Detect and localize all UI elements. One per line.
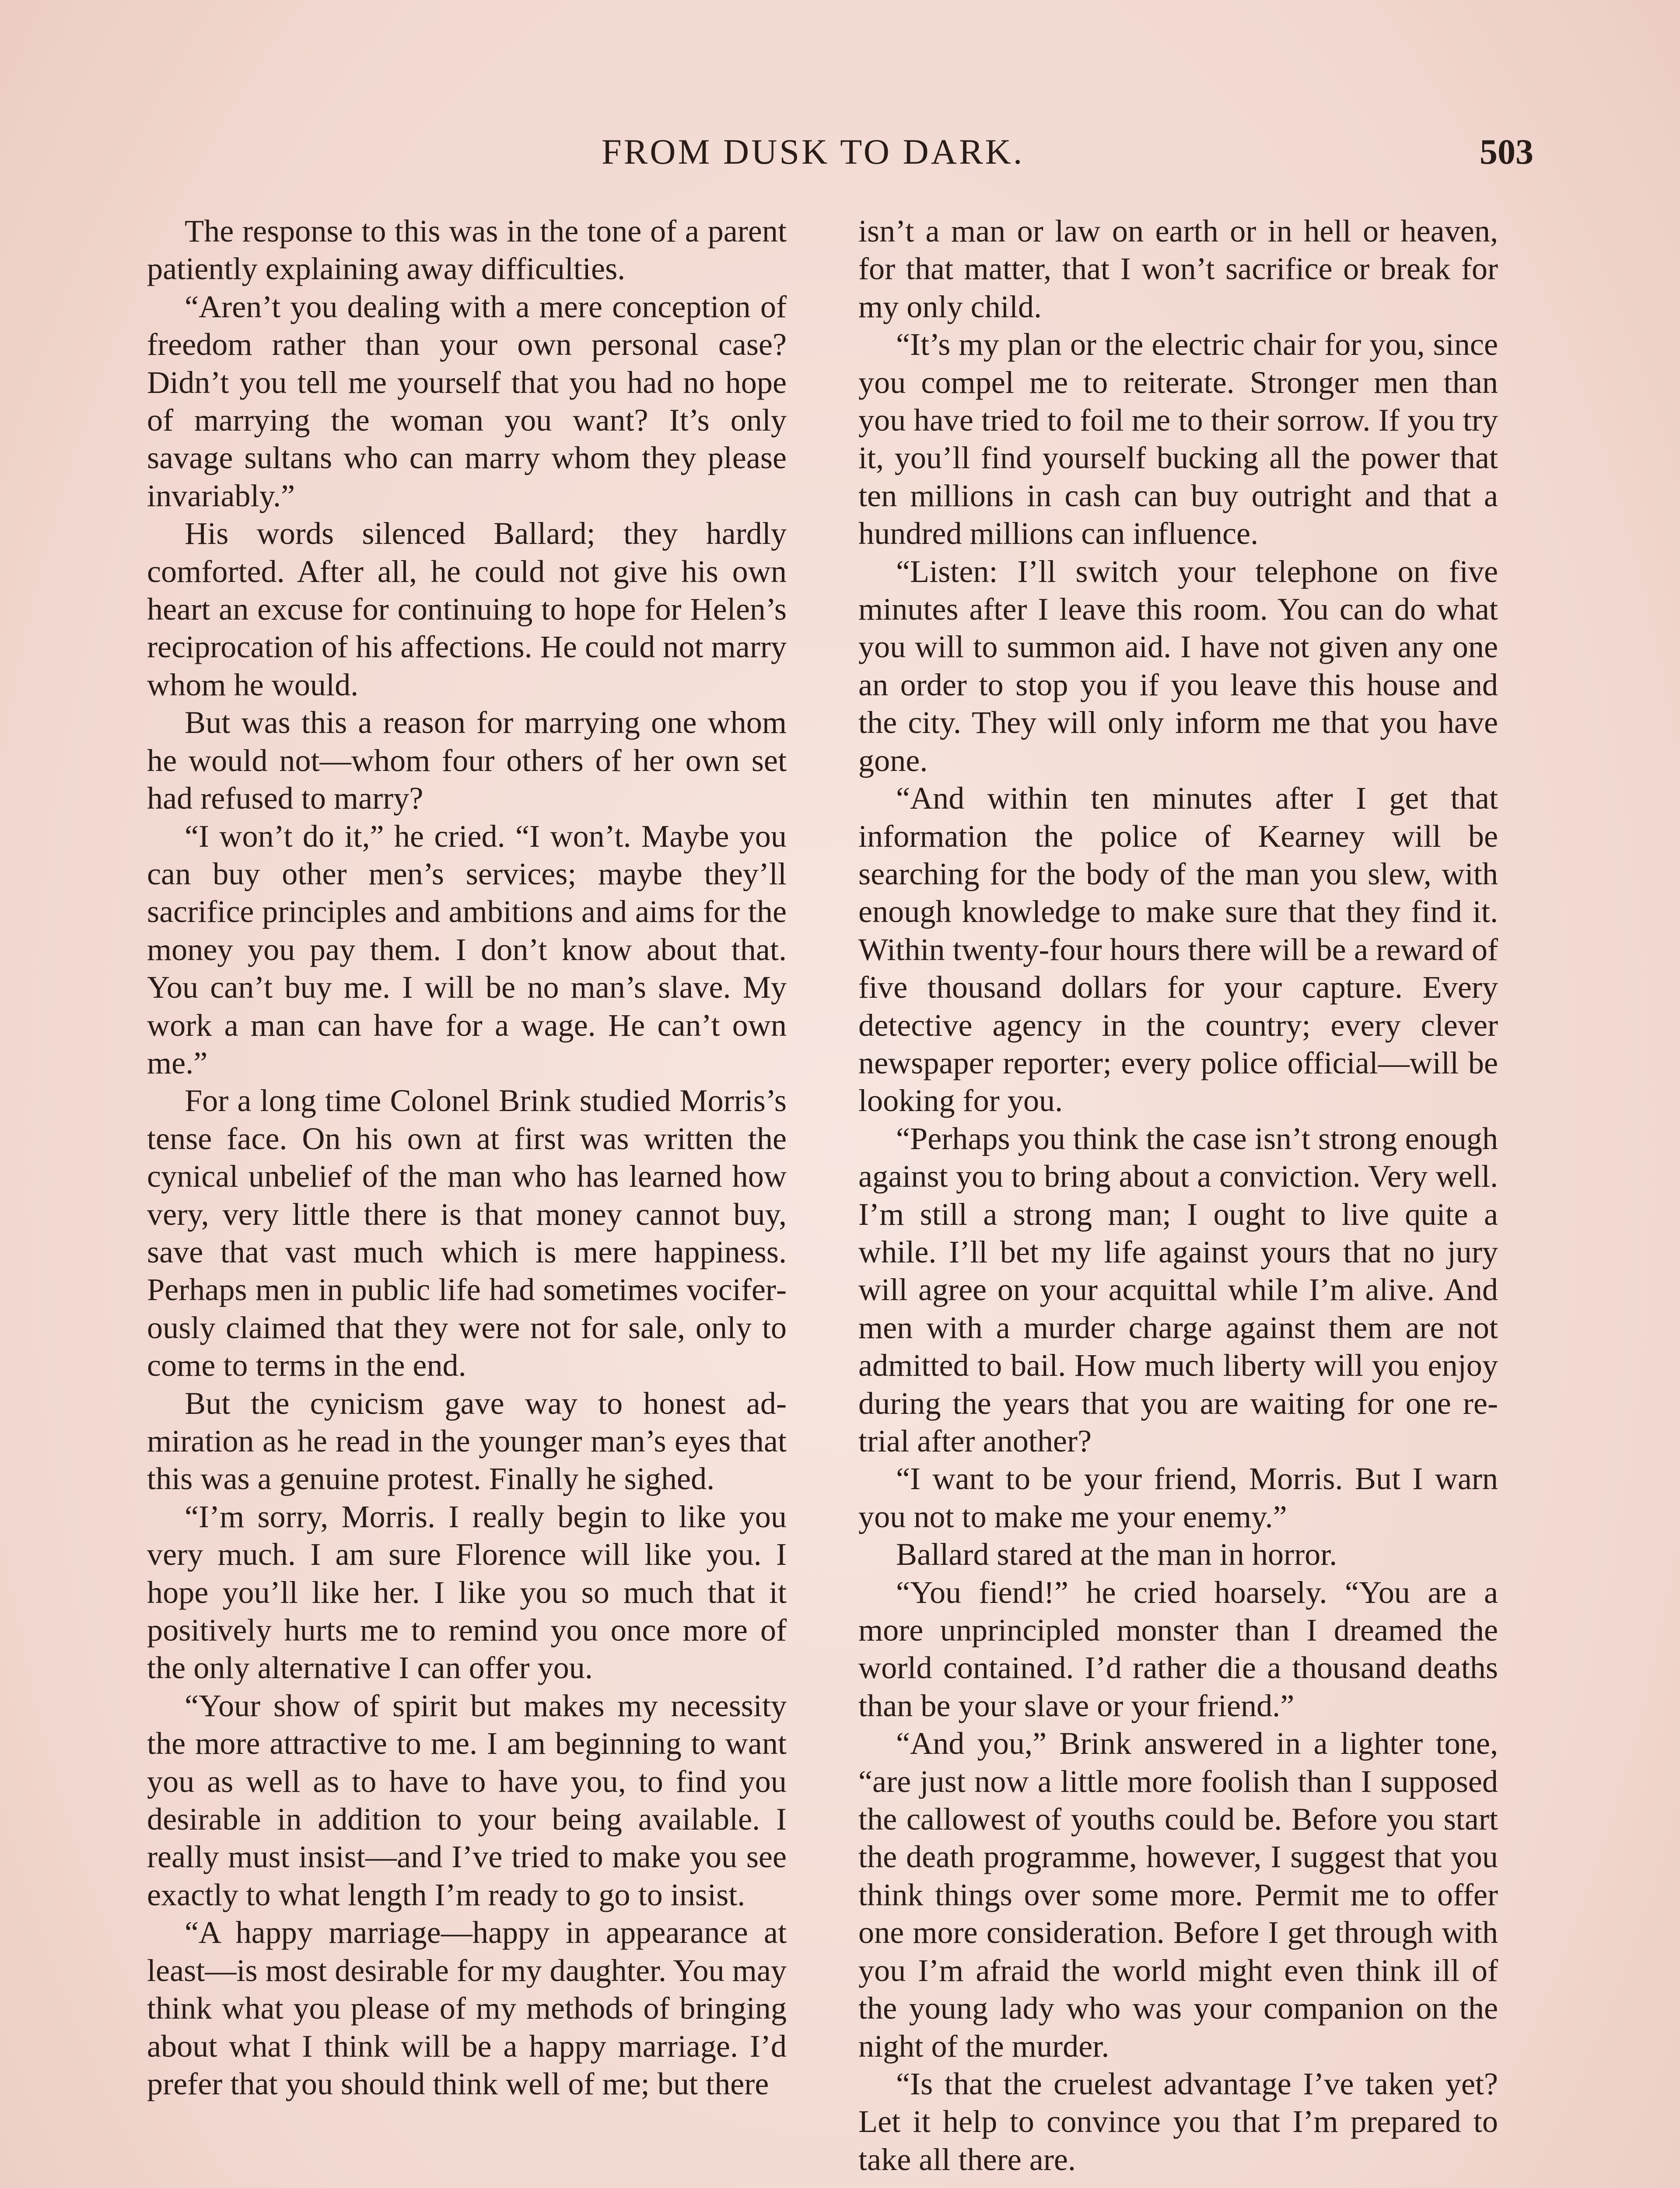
paragraph: “It’s my plan or the electric chair for you, since you compel me to reiterate. Stronger men than you have tried to foil me to their sorrow. If you try it, you’ll find yourself bucking all the power that ten millions in cash can buy outright and that a hundred millions can influence. — [858, 327, 1498, 551]
paragraph-continued: isn’t a man or law on earth or in hell or heaven, for that matter, that I won’t sacrifice or break for my only child. — [858, 214, 1498, 324]
paragraph: “Listen: I’ll switch your telephone on five minutes after I leave this room. You can do what you will to summon aid. I have not given any one an order to stop you if you leave this house and the city. They will only inform me that you have gone. — [858, 554, 1498, 778]
paragraph: For a long time Colonel Brink studied Morris’s tense face. On his own at first was written the cynical unbelief of the man who has learned how very, very little there is that money cannot buy, save that vast much which is mere happiness. Perhaps men in public life had sometimes vociferously claimed that they were not for sale, only to come to terms in the end. — [147, 1083, 787, 1383]
running-title: FROM DUSK TO DARK. — [602, 132, 1025, 172]
left-column — [147, 212, 787, 2103]
paragraph: “A happy marriage—happy in appearance at least—is most desirable for my daughter. You may think what you please of my methods of bringing about what I think will be a happy marriage. I’d prefer that you should think well of me; but there — [147, 1915, 787, 2101]
paragraph: “I won’t do it,” he cried. “I won’t. Maybe you can buy other men’s services; maybe they’ll sacrifice principles and ambitions and aims for the money you pay them. I don’t know about that. You can’t buy me. I will be no man’s slave. My work a man can have for a wage. He can’t own me.” — [147, 818, 787, 1080]
paragraph: “You fiend!” he cried hoarsely. “You are a more unprincipled monster than I dreamed the world contained. I’d rather die a thousand deaths than be your slave or your friend.” — [858, 1574, 1498, 1723]
paragraph: “Perhaps you think the case isn’t strong enough against you to bring about a conviction. Very well. I’m still a strong man; I ought to live quite a while. I’ll bet my life against yours that no jury will agree on your acquittal while I’m alive. And men with a murder charge against them are not admitted to bail. How much liberty will you enjoy during the years that you are waiting for one re-trial after another? — [858, 1121, 1498, 1459]
paragraph: His words silenced Ballard; they hardly comforted. After all, he could not give his own heart an excuse for continuing to hope for Helen’s reciprocation of his affections. He could not marry whom he would. — [147, 516, 787, 702]
paragraph: But the cynicism gave way to honest admiration as he read in the younger man’s eyes that this was a genuine protest. Finally he sighed. — [147, 1385, 787, 1497]
paragraph: “Your show of spirit but makes my necessity the more attractive to me. I am beginning to want you as well as to have to have you, to find you desirable in addition to your being available. I really must insist—and I’ve tried to make you see exactly to what length I’m ready to go to insist. — [147, 1688, 787, 1912]
paragraph: Ballard stared at the man in horror. — [896, 1537, 1337, 1572]
paragraph: “And within ten minutes after I get that information the police of Kearney will be searching for the body of the man you slew, with enough knowledge to make sure that they find it. Within twenty-four hours there will be a reward of five thousand dollars for your capture. Every detective agency in the country; every clever newspaper reporter; every police official—will be looking for you. — [858, 781, 1498, 1119]
running-header — [0, 131, 1680, 179]
paragraph: “Aren’t you dealing with a mere conception of freedom rather than your own personal case? Didn’t you tell me yourself that you had no hope of marrying the woman you want? It’s only savage sultans who can marry whom they please invariably.” — [147, 289, 787, 513]
paragraph: “I want to be your friend, Morris. But I warn you not to make me your enemy.” — [858, 1461, 1498, 1534]
paragraph: But was this a reason for marrying one whom he would not—whom four others of her own set had refused to marry? — [147, 705, 787, 816]
right-column — [858, 212, 1498, 2178]
page-number: 503 — [1480, 132, 1533, 172]
paragraph: The response to this was in the tone of a parent patiently explaining away difficulties. — [147, 214, 787, 287]
paragraph: “Is that the cruelest advantage I’ve taken yet? Let it help to convince you that I’m prepared to take all there are. — [858, 2066, 1498, 2177]
paragraph: “And you,” Brink answered in a lighter tone, “are just now a little more foolish than I supposed the callowest of youths could be. Before you start the death programme, however, I suggest that you think things over some more. Permit me to offer one more consideration. Before I get through with you I’m afraid the world might even think ill of the young lady who was your companion on the night of the murder. — [858, 1726, 1498, 2064]
paragraph: “I’m sorry, Morris. I really begin to like you very much. I am sure Florence will like you. I hope you’ll like her. I like you so much that it positively hurts me to remind you once more of the only alternative I can offer you. — [147, 1499, 787, 1686]
